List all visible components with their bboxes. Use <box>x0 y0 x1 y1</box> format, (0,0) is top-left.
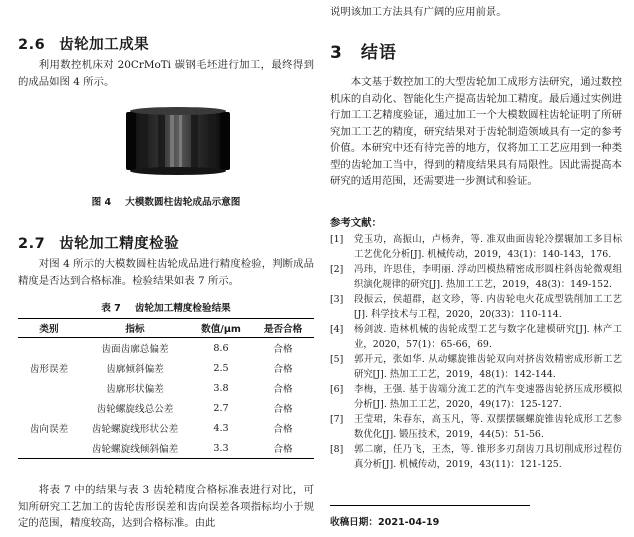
table-cell-index: 齿廓形状偏差 <box>106 384 164 395</box>
table-header-category: 类别 <box>18 319 80 338</box>
paragraph-comparison: 将表 7 中的结果与表 3 齿轮精度合格标准表进行对比，可知所研究工艺加工的齿轮齿形误差和齿向误差各项指标均小于规定的范围，精度较高，达到合格标准。由此 <box>18 484 314 529</box>
table-cell-value: 8.6 <box>213 342 229 354</box>
table-cell-category: 齿形误差 <box>29 364 69 375</box>
table-cell-value: 2.5 <box>213 362 229 374</box>
table-cell-pass: 合格 <box>252 438 314 459</box>
section-heading-2-7: 2.7 齿轮加工精度检验 <box>18 236 180 252</box>
table-row <box>18 338 314 359</box>
accuracy-table <box>18 318 314 459</box>
reference-item: [1] 党玉功，高振山，卢杨奔，等. 准双曲面齿轮冷摆辗加工多目标工艺优化分析[J]. 机械传动，2019，43(1)：140-143，176. <box>330 234 622 260</box>
reference-item: [3] 段振云，侯超群，赵文珍，等. 内齿轮电火花成型铣削加工工艺[J]. 科学技术与工程，2020，20(33)：110-114. <box>330 294 622 320</box>
table-cell-index: 齿轮螺旋线总公差 <box>96 404 174 415</box>
reference-item: [5] 郭开元，张如华. 从动螺旋锥齿轮双向对挤齿效精密成形新工艺研究[J]. 热加工工艺，2019，48(1)：142-144. <box>330 354 622 380</box>
table-cell-value: 3.3 <box>190 438 252 459</box>
table-cell-index: 齿廓倾斜偏差 <box>106 364 164 375</box>
table-cell-value: 3.8 <box>213 382 229 394</box>
table-cell-pass: 合格 <box>273 384 293 395</box>
paragraph-accuracy-test: 对图 4 所示的大模数圆柱齿轮成品进行精度检验，判断成品精度是否达到合格标准。检验结果如表 7 所示。 <box>18 258 314 287</box>
reference-item: [2] 冯玮，许思佳，李明丽. 浮动凹模热精密成形圆柱斜齿轮微观组织演化规律的研究[J]. 热加工工艺，2019，48(3)：149-152. <box>330 264 622 290</box>
table-cell-index: 齿面齿廓总偏差 <box>101 344 169 355</box>
paragraph-machining-result: 利用数控机床对 20CrMoTi 碳钢毛坯进行加工，最终得到的成品如图 4 所示。 <box>18 59 314 88</box>
received-date: 收稿日期：2021-04-19 <box>330 517 440 528</box>
figure-caption: 图 4 大模数圆柱齿轮成品示意图 <box>91 197 241 208</box>
table-header-pass: 是否合格 <box>252 319 314 338</box>
reference-item: [7] 王莹珺，朱春东，高玉凡，等. 双摆摆辗螺旋锥齿轮成形工艺参数优化[J]. 锻压技术，2019，44(5)：51-56. <box>330 414 622 440</box>
reference-list <box>330 232 622 472</box>
table-row <box>18 398 314 418</box>
table-cell-pass: 合格 <box>273 344 293 355</box>
table-cell-value: 2.7 <box>213 402 229 414</box>
table-cell-value: 4.3 <box>213 422 229 434</box>
reference-item: [4] 杨剑波. 造林机械的齿轮成型工艺与数字化建模研究[J]. 林产工业，2020，57(1)：65-66，69. <box>330 324 622 350</box>
paragraph-continuation: 说明该加工方法具有广阔的应用前景。 <box>330 6 507 18</box>
table-cell-pass: 合格 <box>273 424 293 435</box>
table-header-row <box>18 319 314 338</box>
paragraph-conclusion: 本文基于数控加工的大型齿轮加工成形方法研究，通过数控机床的自动化、智能化生产提高齿轮加工精度。最后通过实例进行加工工艺精度验证，通过加工一个大模数圆柱齿轮证明了所研究加工工艺的精度，研究结果对于齿轮制造领域具有一定的参考价值。本研究中还有待完善的地方，仅将加工工艺应用到一种类型的齿轮加工当中，得到的精度结果具有局限性。因此需提高本研究的适用范围，还需要进一步测试和验证。 <box>330 76 622 187</box>
table-cell-category: 齿向误差 <box>18 398 80 459</box>
table-cell-pass: 合格 <box>273 364 293 375</box>
table-header-value: 数值/μm <box>190 319 252 338</box>
reference-item: [6] 李梅，王强. 基于齿端分流工艺的汽车变速器齿轮挤压成形模拟分析[J]. 热加工工艺，2020，49(17)：125-127. <box>330 384 622 410</box>
table-cell-pass: 合格 <box>273 404 293 415</box>
table-cell-index: 齿轮螺旋线倾斜偏差 <box>80 438 190 459</box>
reference-item: [8] 郭二廓，任乃飞，王杰，等. 锥形多刃刮齿刀具切削成形过程仿真分析[J]. 机械传动，2019，43(11)：121-125. <box>330 444 622 470</box>
footnote-divider <box>330 505 530 506</box>
table-cell-index: 齿轮螺旋线形状公差 <box>91 424 179 435</box>
section-heading-2-6: 2.6 齿轮加工成果 <box>18 37 150 53</box>
references-heading: 参考文献： <box>330 217 382 229</box>
gear-photo <box>118 102 238 180</box>
section-heading-3: 3 结语 <box>330 43 397 63</box>
table-caption: 表 7 齿轮加工精度检验结果 <box>101 303 231 314</box>
table-header-index: 指标 <box>80 319 190 338</box>
